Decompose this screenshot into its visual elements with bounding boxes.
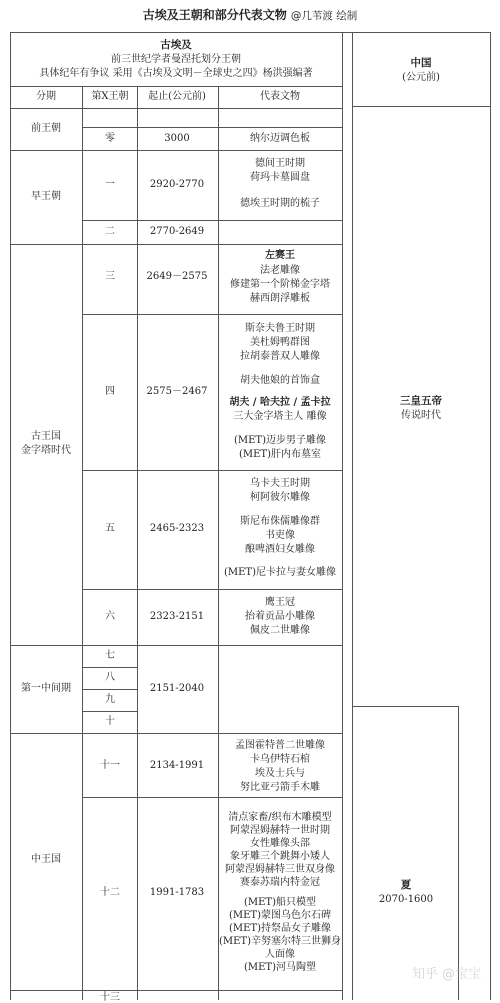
period-predynastic: 前王朝 [31, 123, 61, 134]
dynasty-label: 十三 [100, 992, 120, 1003]
dynasty-dates: 2575－2467 [146, 386, 208, 397]
column-header-artifacts: 代表文物 [260, 91, 300, 102]
period-middle-kingdom: 中王国 [31, 854, 61, 865]
china-legendary-era: 传说时代 [401, 410, 441, 421]
artifact-text: 斯尼布侏儒雕像群 [240, 516, 320, 527]
artifact-text: 孟图霍特普二世雕像 [235, 740, 325, 751]
dynasty-dates: 2649－2575 [146, 271, 208, 282]
egypt-header-title: 古埃及 [160, 39, 192, 51]
artifact-text: (MET)河马陶塑 [243, 962, 317, 973]
artifact-text: 酿啤酒妇女雕像 [245, 544, 315, 555]
period-old-kingdom: 古王国 [31, 431, 61, 442]
artifact-text: 拉胡泰普双人雕像 [240, 351, 320, 362]
dynasty-label: 八 [105, 672, 115, 683]
china-xia: 夏 [400, 879, 412, 891]
artifact-text: 柯阿彼尔雕像 [250, 492, 310, 503]
artifact-text: (MET)尼卡拉与妻女雕像 [223, 567, 337, 578]
period-pyramid-age: 金字塔时代 [21, 445, 71, 456]
artifact-text: (MET)肝内布墓室 [238, 449, 322, 460]
author-credit: @几苇渡 绘制 [290, 10, 358, 22]
artifact-text: 书吏像 [265, 530, 295, 541]
column-header-dates: 起止(公元前) [148, 91, 206, 102]
artifact-text: 努比亚弓箭手木雕 [240, 782, 320, 793]
egypt-header-source: 具体纪年有争议 采用《古埃及文明－全球史之四》杨洪强编著 [39, 68, 313, 79]
artifact-text: 象牙雕三个跳舞小矮人 [230, 851, 330, 862]
artifact-text: 鹰王冠 [265, 597, 295, 608]
artifact-text: 佩皮二世雕像 [250, 625, 310, 636]
china-header-title: 中国 [410, 57, 432, 69]
china-xia-dates: 2070-1600 [378, 894, 434, 905]
artifact-text: 人面像 [265, 949, 295, 960]
dynasty-label: 六 [105, 611, 115, 622]
artifact-text: (MET)船只模型 [243, 897, 317, 908]
dynasty-dates: 2134-1991 [149, 760, 205, 771]
dynasty-dates: 2465-2323 [149, 523, 205, 534]
dynasty-label: 零 [105, 133, 115, 144]
artifact-text: 赛泰苏瑞内特金冠 [240, 877, 320, 888]
dynasty-dates: 2770-2649 [149, 226, 205, 237]
dynasty-label: 五 [105, 523, 115, 534]
dynasty-label: 四 [105, 386, 115, 397]
artifact-text: 清点家畜/织布木雕模型 [228, 812, 332, 823]
watermark: 知乎 @宝宝 [412, 967, 482, 982]
dynasty-label: 二 [105, 226, 115, 237]
artifact-text: (MET)蒙图乌色尔石碑 [228, 910, 332, 921]
artifact-text: 德埃王时期的梳子 [240, 198, 320, 209]
china-header-subtitle: (公元前) [402, 72, 440, 83]
artifact-text: 法老雕像 [260, 265, 300, 276]
artifact-text: 阿蒙涅姆赫特三世双身像 [225, 864, 335, 875]
dynasty-dates: 2920-2770 [149, 179, 205, 190]
column-header-period: 分期 [36, 91, 56, 102]
period-first-intermediate: 第一中间期 [21, 683, 71, 694]
artifact-text: (MET)持祭品女子雕像 [228, 923, 332, 934]
dynasty-label: 一 [105, 179, 115, 190]
artifact-text: 修建第一个阶梯金字塔 [230, 279, 330, 290]
artifact-text: 三大金字塔主人 雕像 [233, 411, 327, 422]
china-sanhuang-wudi: 三皇五帝 [400, 395, 442, 407]
artifact-text: 荷玛卡墓圆盘 [250, 172, 310, 183]
dynasty-label: 十二 [100, 887, 120, 898]
dynasty-dates: 3000 [164, 133, 190, 144]
dynasty-dates: 2323-2151 [149, 611, 205, 622]
dynasty-label: 三 [105, 271, 115, 282]
period-early-dynastic: 早王朝 [31, 191, 61, 202]
artifact-text: 乌卡夫王时期 [250, 478, 310, 489]
artifact-text-bold: 胡夫 / 哈夫拉 / 孟卡拉 [229, 397, 331, 408]
artifact-text: 纳尔迈调色板 [250, 133, 310, 144]
artifact-text: 卡乌伊特石棺 [250, 754, 310, 765]
dynasty-dates: 2151-2040 [149, 683, 205, 694]
artifact-text: 斯奈夫鲁王时期 [245, 323, 315, 334]
artifact-text: (MET)迈步男子雕像 [233, 435, 327, 446]
dynasty-label: 十 [105, 716, 115, 727]
egypt-header-subtitle: 前三世纪学者曼涅托划分王朝 [111, 54, 241, 65]
artifact-text: 美杜姆鸭群图 [250, 337, 310, 348]
artifact-text: 胡夫他娘的首饰盒 [240, 375, 320, 386]
dynasty-dates: 1991-1783 [149, 887, 205, 898]
artifact-text: (MET)辛努塞尔特三世狮身 [218, 936, 342, 947]
artifact-text: 德间王时期 [255, 158, 305, 169]
artifact-text: 女性雕像头部 [250, 838, 310, 849]
dynasty-label: 七 [105, 650, 115, 661]
dynasty-label: 十一 [100, 760, 120, 771]
artifact-text: 阿蒙涅姆赫特一世时期 [230, 825, 330, 836]
artifact-text: 埃及士兵与 [255, 768, 305, 779]
artifact-text-bold: 左赛王 [265, 250, 295, 261]
page-title: 古埃及王朝和部分代表文物 @几苇渡 绘制 [142, 8, 358, 22]
dynasty-label: 九 [105, 694, 115, 705]
column-header-dynasty: 第X王朝 [91, 91, 129, 102]
artifact-text: 抬着贡品小雕像 [245, 611, 315, 622]
artifact-text: 赫西朗浮雕板 [250, 293, 310, 304]
